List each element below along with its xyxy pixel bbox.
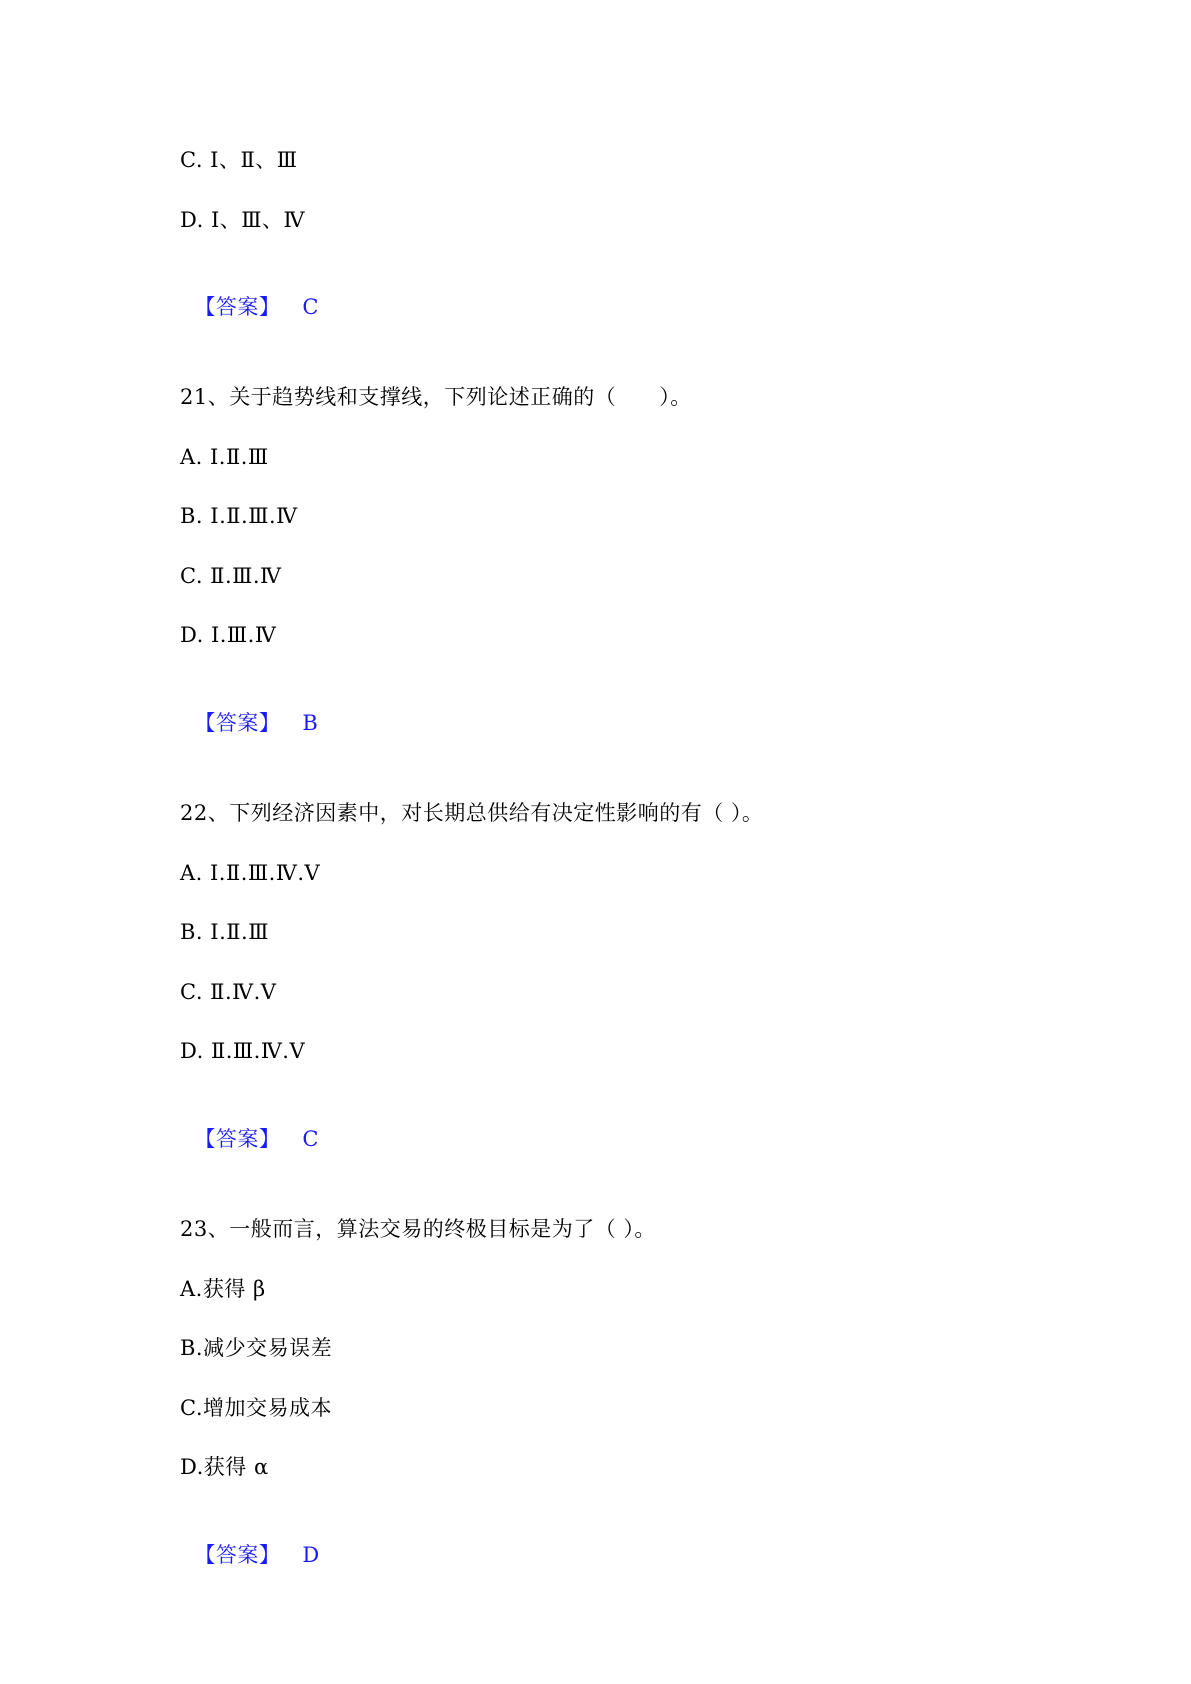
option-c: C.增加交易成本	[180, 1396, 332, 1420]
answer-label: 【答案】	[194, 1543, 281, 1567]
option-a: A. Ⅰ.Ⅱ.Ⅲ	[180, 445, 269, 469]
option-d: D. Ⅰ.Ⅲ.Ⅳ	[180, 623, 277, 647]
answer-value: C	[302, 1127, 319, 1151]
option-a: A.获得 β	[180, 1277, 266, 1301]
answer-value: B	[302, 711, 319, 735]
option-c: C. Ⅱ.Ⅳ.Ⅴ	[180, 980, 277, 1004]
option-c: C. Ⅱ.Ⅲ.Ⅳ	[180, 564, 282, 588]
question-stem: 21、关于趋势线和支撑线，下列论述正确的（ ）。	[180, 385, 692, 409]
option-d: D. Ⅱ.Ⅲ.Ⅳ.Ⅴ	[180, 1039, 306, 1063]
answer-line	[180, 681, 318, 737]
answer-label: 【答案】	[194, 711, 281, 735]
answer-value: D	[302, 1543, 320, 1567]
option-d: D.获得 α	[180, 1455, 269, 1479]
answer-line	[180, 1097, 319, 1153]
question-stem: 22、下列经济因素中，对长期总供给有决定性影响的有（ ）。	[180, 801, 764, 825]
option-c: C. Ⅰ、Ⅱ、Ⅲ	[180, 148, 298, 172]
option-d: D. Ⅰ、Ⅲ、Ⅳ	[180, 208, 305, 232]
answer-value: C	[302, 295, 319, 319]
option-b: B. Ⅰ.Ⅱ.Ⅲ.Ⅳ	[180, 504, 298, 528]
option-b: B. Ⅰ.Ⅱ.Ⅲ	[180, 920, 269, 944]
answer-label: 【答案】	[194, 1127, 281, 1151]
option-b: B.减少交易误差	[180, 1336, 333, 1360]
question-stem: 23、一般而言，算法交易的终极目标是为了（ ）。	[180, 1217, 656, 1241]
answer-line	[180, 1513, 320, 1569]
answer-line	[180, 265, 319, 321]
answer-label: 【答案】	[194, 295, 281, 319]
option-a: A. Ⅰ.Ⅱ.Ⅲ.Ⅳ.Ⅴ	[180, 861, 321, 885]
